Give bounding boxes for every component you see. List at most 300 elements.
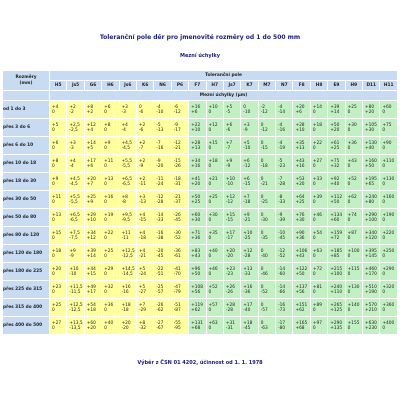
upper-deviation: +4 <box>138 230 146 236</box>
table-cell <box>241 155 257 172</box>
lower-deviation: 0 <box>347 235 351 241</box>
row-label: přes 80 do 120 <box>3 227 49 244</box>
upper-deviation: -25 <box>156 284 164 290</box>
table-cell <box>380 137 397 154</box>
table-cell <box>154 245 170 262</box>
upper-deviation: +2 <box>138 122 146 128</box>
upper-deviation: +5,5 <box>69 194 80 200</box>
lower-deviation: 0 <box>382 271 386 277</box>
upper-deviation: +6 <box>104 104 111 110</box>
table-cell <box>363 155 379 172</box>
upper-deviation: +5 <box>52 122 59 128</box>
table-cell <box>311 155 327 172</box>
table-cell <box>154 263 170 280</box>
upper-deviation: -30 <box>173 230 181 236</box>
lower-deviation: 0 <box>347 163 351 169</box>
table-cell <box>380 101 397 118</box>
table-cell <box>137 137 153 154</box>
upper-deviation: -18 <box>173 176 181 182</box>
table-cell <box>328 155 344 172</box>
lower-deviation: +65 <box>365 181 375 187</box>
lower-deviation: 0 <box>52 217 55 223</box>
upper-deviation: +400 <box>382 320 395 326</box>
upper-deviation: +110 <box>382 158 395 164</box>
table-cell <box>363 227 379 244</box>
table-cell <box>137 191 153 208</box>
lower-deviation: -73 <box>278 307 286 313</box>
upper-deviation: +16 <box>104 194 114 200</box>
upper-deviation: +18 <box>243 320 253 326</box>
table-cell <box>137 209 153 226</box>
upper-deviation: +64 <box>295 194 305 200</box>
table-cell <box>224 191 240 208</box>
lower-deviation: 0 <box>312 199 316 205</box>
table-cell <box>346 155 362 172</box>
upper-deviation: -16 <box>156 230 164 236</box>
upper-deviation: +140 <box>347 302 360 308</box>
upper-deviation: +4 <box>138 248 146 254</box>
lower-deviation: +25 <box>191 199 201 205</box>
lower-deviation: 0 <box>382 253 386 259</box>
lower-deviation: 0 <box>208 109 212 115</box>
upper-deviation: +28 <box>295 122 305 128</box>
table-cell <box>346 191 362 208</box>
table-cell <box>346 299 362 316</box>
table-cell <box>224 209 240 226</box>
table-cell <box>137 263 153 280</box>
upper-deviation: +39 <box>330 104 340 110</box>
upper-deviation: 0 <box>260 302 264 308</box>
upper-deviation: +7 <box>138 302 146 308</box>
table-cell <box>259 263 275 280</box>
table-cell <box>293 227 309 244</box>
upper-deviation: +2 <box>69 104 76 110</box>
table-cell <box>328 281 344 298</box>
upper-deviation: 0 <box>243 104 247 110</box>
table-cell <box>172 227 188 244</box>
lower-deviation: -45 <box>156 253 164 259</box>
lower-deviation: -31 <box>225 325 233 331</box>
upper-deviation: -4 <box>156 104 161 110</box>
table-cell <box>241 137 257 154</box>
lower-deviation: +25 <box>295 199 305 205</box>
upper-deviation: +72 <box>312 266 322 272</box>
table-cell <box>50 173 66 190</box>
lower-deviation: -16 <box>278 127 286 133</box>
upper-deviation: +50 <box>191 194 201 200</box>
lower-deviation: -38 <box>156 235 164 241</box>
lower-deviation: -57 <box>260 307 268 313</box>
upper-deviation: +160 <box>382 194 395 200</box>
lower-deviation: +7 <box>86 181 94 187</box>
lower-deviation: +14 <box>330 109 340 115</box>
table-cell <box>50 299 66 316</box>
row-label: přes 315 do 400 <box>3 299 49 316</box>
lower-deviation: 0 <box>347 145 351 151</box>
lower-deviation: 0 <box>208 145 212 151</box>
upper-deviation: +60 <box>382 104 392 110</box>
upper-deviation: +3 <box>138 194 146 200</box>
lower-deviation: 0 <box>347 127 351 133</box>
upper-deviation: +40 <box>208 248 218 254</box>
lower-deviation: 0 <box>104 145 107 151</box>
upper-deviation: +34 <box>191 158 201 164</box>
table-cell <box>276 317 292 334</box>
upper-deviation: +12 <box>86 122 96 128</box>
lower-deviation: +25 <box>330 145 340 151</box>
upper-deviation: +63 <box>208 320 218 326</box>
lower-deviation: -5 <box>225 109 231 115</box>
lower-deviation: 0 <box>312 235 316 241</box>
lower-deviation: +20 <box>365 109 375 115</box>
table-cell <box>241 245 257 262</box>
upper-deviation: -15 <box>173 158 181 164</box>
upper-deviation: +52 <box>208 284 218 290</box>
upper-deviation: -5 <box>278 158 283 164</box>
column-header: Js5 <box>67 81 83 90</box>
table-cell <box>224 299 240 316</box>
upper-deviation: +8 <box>121 194 128 200</box>
table-cell <box>172 101 188 118</box>
table-row <box>3 155 397 172</box>
lower-deviation: -4 <box>121 127 126 133</box>
lower-deviation: -45 <box>278 235 286 241</box>
lower-deviation: -5,5 <box>69 199 78 205</box>
table-cell <box>241 281 257 298</box>
lower-deviation: -67 <box>156 325 164 331</box>
table-cell <box>293 209 309 226</box>
rozmery-header: Rozměry (mm) <box>3 71 49 90</box>
table-cell <box>67 281 83 298</box>
table-cell <box>276 137 292 154</box>
lower-deviation: +36 <box>191 235 201 241</box>
lower-deviation: +12 <box>86 235 96 241</box>
lower-deviation: +85 <box>330 253 340 259</box>
lower-deviation: -11,5 <box>69 289 81 295</box>
table-cell <box>50 281 66 298</box>
table-cell <box>207 137 223 154</box>
upper-deviation: +54 <box>86 302 96 308</box>
lower-deviation: 0 <box>382 109 386 115</box>
table-cell <box>102 227 118 244</box>
lower-deviation: -32 <box>138 325 146 331</box>
row-label: přes 18 do 30 <box>3 173 49 190</box>
lower-deviation: +56 <box>191 289 201 295</box>
upper-deviation: +13,5 <box>69 320 83 326</box>
upper-deviation: +74 <box>347 212 357 218</box>
upper-deviation: +105 <box>365 122 377 128</box>
lower-deviation: 0 <box>52 253 55 259</box>
upper-deviation: +570 <box>365 302 377 308</box>
upper-deviation: +320 <box>382 284 395 290</box>
lower-deviation: -60 <box>278 271 286 277</box>
table-row <box>3 263 397 280</box>
table-cell <box>67 101 83 118</box>
column-header: G6 <box>85 81 101 90</box>
table-cell <box>85 137 101 154</box>
lower-deviation: 0 <box>52 289 55 295</box>
lower-deviation: 0 <box>104 163 107 169</box>
tolerance-header: Toleranční pole <box>50 71 397 80</box>
table-cell <box>172 317 188 334</box>
upper-deviation: +2 <box>138 140 146 146</box>
table-row <box>3 299 397 316</box>
lower-deviation: 0 <box>52 307 55 313</box>
lower-deviation: +4 <box>86 127 94 133</box>
upper-deviation: +18 <box>52 248 62 254</box>
table-cell <box>328 263 344 280</box>
lower-deviation: 0 <box>347 289 351 295</box>
table-cell <box>50 209 66 226</box>
upper-deviation: +8 <box>86 104 94 110</box>
upper-deviation: +28 <box>225 302 235 308</box>
lower-deviation: -57 <box>156 289 164 295</box>
lower-deviation: -6 <box>138 109 144 115</box>
upper-deviation: +40 <box>104 320 114 326</box>
upper-deviation: +60 <box>86 320 96 326</box>
upper-deviation: +46 <box>208 266 218 272</box>
table-cell <box>380 173 397 190</box>
table-cell <box>154 137 170 154</box>
lower-deviation: 0 <box>52 145 55 151</box>
lower-deviation: 0 <box>382 163 386 169</box>
table-cell <box>137 299 153 316</box>
upper-deviation: +18 <box>208 158 218 164</box>
row-label: přes 3 do 6 <box>3 119 49 136</box>
upper-deviation: +43 <box>295 158 305 164</box>
upper-deviation: +17 <box>243 302 253 308</box>
lower-deviation: +20 <box>330 127 340 133</box>
lower-deviation: -10 <box>243 109 251 115</box>
lower-deviation: -33 <box>156 217 164 223</box>
lower-deviation: -40 <box>260 253 268 259</box>
lower-deviation: 0 <box>382 181 386 187</box>
table-cell <box>120 101 136 118</box>
column-header: E9 <box>328 81 344 90</box>
table-cell <box>172 209 188 226</box>
table-cell <box>380 155 397 172</box>
table-cell <box>293 263 309 280</box>
upper-deviation: +630 <box>365 320 377 326</box>
upper-deviation: +106 <box>295 248 308 254</box>
table-row <box>3 281 397 298</box>
table-cell <box>85 227 101 244</box>
upper-deviation: -14 <box>278 266 286 272</box>
table-cell <box>224 137 240 154</box>
table-cell <box>189 101 205 118</box>
table-row <box>3 119 397 136</box>
upper-deviation: -36 <box>173 248 181 254</box>
upper-deviation: +18 <box>121 302 131 308</box>
lower-deviation: 0 <box>312 109 316 115</box>
upper-deviation: +27 <box>52 320 62 326</box>
upper-deviation: +41 <box>191 176 201 182</box>
lower-deviation: -63 <box>260 325 268 331</box>
lower-deviation: -26 <box>173 163 181 169</box>
upper-deviation: +9 <box>243 212 250 218</box>
lower-deviation: 0 <box>312 181 316 187</box>
upper-deviation: -26 <box>173 212 181 218</box>
upper-deviation: +25 <box>52 302 62 308</box>
lower-deviation: -5,5 <box>121 163 130 169</box>
lower-deviation: 0 <box>208 253 212 259</box>
table-cell <box>380 191 397 208</box>
lower-deviation: -28 <box>156 199 164 205</box>
upper-deviation: +12,5 <box>69 302 83 308</box>
lower-deviation: +43 <box>295 253 305 259</box>
table-cell <box>224 101 240 118</box>
upper-deviation: +220 <box>382 230 395 236</box>
lower-deviation: +145 <box>365 253 377 259</box>
lower-deviation: -3 <box>69 145 74 151</box>
lower-deviation: -12 <box>260 109 268 115</box>
upper-deviation: +9 <box>69 248 76 254</box>
lower-deviation: 0 <box>52 163 55 169</box>
upper-deviation: +4,5 <box>121 140 132 146</box>
table-cell <box>328 101 344 118</box>
table-cell <box>363 191 379 208</box>
upper-deviation: +34 <box>86 230 96 236</box>
lower-deviation: 0 <box>347 271 351 277</box>
lower-deviation: -15 <box>225 217 233 223</box>
upper-deviation: -9 <box>173 122 179 128</box>
lower-deviation: -16 <box>156 145 164 151</box>
lower-deviation: -70 <box>173 271 181 277</box>
upper-deviation: +52 <box>347 176 357 182</box>
upper-deviation: +4,5 <box>69 176 80 182</box>
upper-deviation: +15 <box>52 230 62 236</box>
upper-deviation: +83 <box>191 248 201 254</box>
upper-deviation: +12,5 <box>121 248 135 254</box>
lower-deviation: +18 <box>86 307 96 313</box>
table-cell <box>380 209 397 226</box>
upper-deviation: +340 <box>365 230 377 236</box>
row-label: přes 50 do 80 <box>3 209 49 226</box>
upper-deviation: +240 <box>330 284 343 290</box>
table-cell <box>276 299 292 316</box>
table-cell <box>293 317 309 334</box>
table-cell <box>137 173 153 190</box>
table-cell <box>102 263 118 280</box>
upper-deviation: +16 <box>191 104 201 110</box>
lower-deviation: -29 <box>138 307 146 313</box>
table-cell <box>363 101 379 118</box>
upper-deviation: +134 <box>330 212 343 218</box>
table-cell <box>189 299 205 316</box>
lower-deviation: 0 <box>208 289 212 295</box>
row-label: přes 6 do 10 <box>3 137 49 154</box>
table-cell <box>311 101 327 118</box>
lower-deviation: +6 <box>86 163 94 169</box>
upper-deviation: +4 <box>69 158 76 164</box>
upper-deviation: -8 <box>278 194 283 200</box>
table-cell <box>328 245 344 262</box>
upper-deviation: +2,5 <box>69 122 80 128</box>
upper-deviation: +7 <box>225 140 233 146</box>
upper-deviation: +6,5 <box>69 212 80 218</box>
upper-deviation: -17 <box>278 320 286 326</box>
lower-deviation: +62 <box>191 307 201 313</box>
lower-deviation: -33 <box>243 271 251 277</box>
table-cell <box>67 209 83 226</box>
table-cell <box>259 155 275 172</box>
upper-deviation: 0 <box>260 158 264 164</box>
upper-deviation: +32 <box>104 284 114 290</box>
table-cell <box>346 245 362 262</box>
lower-deviation: -24 <box>156 181 164 187</box>
upper-deviation: 0 <box>260 122 264 128</box>
upper-deviation: +53 <box>295 176 305 182</box>
table-cell <box>154 227 170 244</box>
table-cell <box>50 101 66 118</box>
lower-deviation: 0 <box>312 271 316 277</box>
table-cell <box>120 317 136 334</box>
lower-deviation: -10 <box>69 271 77 277</box>
upper-deviation: -10 <box>278 230 286 236</box>
table-cell <box>120 155 136 172</box>
column-header: N7 <box>276 81 292 90</box>
table-cell <box>189 263 205 280</box>
table-cell <box>172 137 188 154</box>
table-cell <box>363 137 379 154</box>
upper-deviation: +19 <box>104 212 114 218</box>
upper-deviation: +395 <box>365 248 377 254</box>
table-cell <box>259 227 275 244</box>
table-cell <box>311 119 327 136</box>
table-cell <box>189 227 205 244</box>
table-cell <box>172 119 188 136</box>
lower-deviation: 0 <box>52 181 55 187</box>
upper-deviation: -41 <box>173 266 181 272</box>
column-header: F7 <box>189 81 205 90</box>
table-cell <box>207 227 223 244</box>
lower-deviation: -62 <box>156 307 164 313</box>
upper-deviation: +290 <box>365 212 377 218</box>
table-cell <box>67 227 83 244</box>
table-cell <box>293 173 309 190</box>
lower-deviation: 0 <box>347 181 351 187</box>
upper-deviation: +2 <box>138 176 146 182</box>
upper-deviation: +75 <box>330 158 340 164</box>
table-cell <box>224 155 240 172</box>
upper-deviation: +3 <box>243 122 250 128</box>
table-cell <box>172 173 188 190</box>
table-cell <box>224 263 240 280</box>
upper-deviation: +22 <box>312 140 322 146</box>
upper-deviation: +16 <box>243 284 253 290</box>
table-cell <box>120 227 136 244</box>
row-label: přes 30 do 50 <box>3 191 49 208</box>
table-cell <box>50 191 66 208</box>
upper-deviation: -11 <box>156 176 164 182</box>
table-cell <box>102 317 118 334</box>
table-cell <box>293 191 309 208</box>
upper-deviation: +30 <box>347 122 357 128</box>
table-cell <box>224 281 240 298</box>
lower-deviation: +50 <box>365 163 375 169</box>
upper-deviation: +60 <box>191 212 201 218</box>
lower-deviation: -12 <box>225 199 233 205</box>
table-cell <box>311 263 327 280</box>
lower-deviation: -15 <box>260 145 268 151</box>
lower-deviation: -21 <box>138 253 146 259</box>
lower-deviation: -21 <box>173 145 181 151</box>
upper-deviation: +96 <box>191 266 201 272</box>
lower-deviation: -19 <box>278 145 286 151</box>
table-cell <box>328 227 344 244</box>
lower-deviation: -20 <box>121 325 129 331</box>
upper-deviation: +29 <box>86 212 96 218</box>
